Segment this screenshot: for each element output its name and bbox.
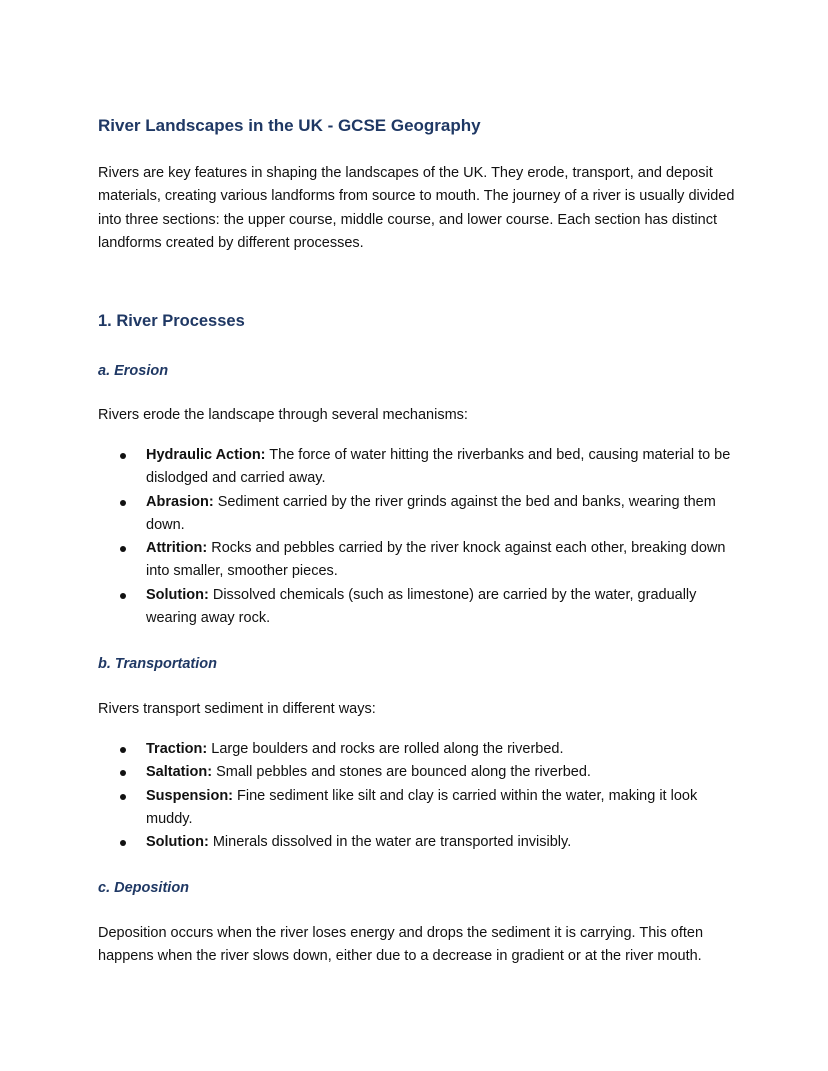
section-heading-river-processes: 1. River Processes bbox=[98, 312, 245, 330]
list-item bbox=[98, 444, 738, 491]
bullet-icon bbox=[120, 747, 126, 753]
bullet-icon bbox=[120, 546, 126, 552]
list-item bbox=[98, 831, 738, 854]
transportation-list bbox=[98, 738, 738, 854]
erosion-lead-paragraph: Rivers erode the landscape through several mechanisms: bbox=[98, 407, 468, 423]
list-item-term: Abrasion: bbox=[146, 493, 214, 510]
bullet-icon bbox=[120, 794, 126, 800]
bullet-icon bbox=[120, 770, 126, 776]
list-item bbox=[98, 738, 738, 761]
list-item-text: Rocks and pebbles carried by the river knock against each other, breaking down into smaller, smoother pieces. bbox=[146, 540, 726, 580]
list-item-text: Sediment carried by the river grinds against the bed and banks, wearing them down. bbox=[146, 493, 716, 533]
subheading-erosion: a. Erosion bbox=[98, 363, 169, 379]
list-item bbox=[98, 584, 738, 631]
list-item-term: Hydraulic Action: bbox=[146, 447, 266, 463]
list-item-term: Traction: bbox=[146, 741, 208, 757]
intro-paragraph: Rivers are key features in shaping the landscapes of the UK. They erode, transport, and deposit materials, creating various landforms from source to mouth. The journey of a river is usually divided into three sections: the upper course, middle course, and lower course. Each section has distinct landforms created by different processes. bbox=[98, 165, 735, 251]
erosion-list bbox=[98, 444, 738, 630]
list-item-term: Suspension: bbox=[146, 787, 234, 804]
subheading-deposition: c. Deposition bbox=[98, 880, 190, 896]
list-item bbox=[98, 785, 738, 832]
bullet-icon bbox=[120, 840, 126, 846]
list-item-text: The force of water hitting the riverbanks and bed, causing material to be dislodged and carried away. bbox=[146, 447, 731, 487]
bullet-icon bbox=[120, 593, 126, 599]
subheading-transportation: b. Transportation bbox=[98, 656, 217, 672]
list-item-term: Solution: bbox=[146, 834, 209, 851]
list-item-text: Dissolved chemicals (such as limestone) are carried by the water, gradually wearing away rock. bbox=[146, 586, 697, 627]
document-title: River Landscapes in the UK - GCSE Geography bbox=[98, 116, 481, 135]
list-item-term: Solution: bbox=[146, 586, 209, 603]
bullet-icon bbox=[120, 453, 126, 459]
deposition-paragraph: Deposition occurs when the river loses energy and drops the sediment it is carrying. This often happens when the river slows down, either due to a decrease in gradient or at the river mouth. bbox=[98, 925, 704, 965]
list-item bbox=[98, 537, 738, 584]
list-item-term: Saltation: bbox=[146, 764, 213, 781]
transportation-lead-paragraph: Rivers transport sediment in different ways: bbox=[98, 701, 376, 717]
list-item-term: Attrition: bbox=[146, 540, 208, 557]
list-item-text: Minerals dissolved in the water are transported invisibly. bbox=[208, 834, 572, 851]
list-item-text: Large boulders and rocks are rolled along the riverbed. bbox=[207, 741, 564, 757]
list-item-text: Fine sediment like silt and clay is carried within the water, making it look muddy. bbox=[146, 787, 698, 827]
bullet-icon bbox=[120, 500, 126, 506]
list-item bbox=[98, 491, 738, 538]
list-item bbox=[98, 761, 738, 784]
list-item-text: Small pebbles and stones are bounced along the riverbed. bbox=[212, 764, 591, 781]
